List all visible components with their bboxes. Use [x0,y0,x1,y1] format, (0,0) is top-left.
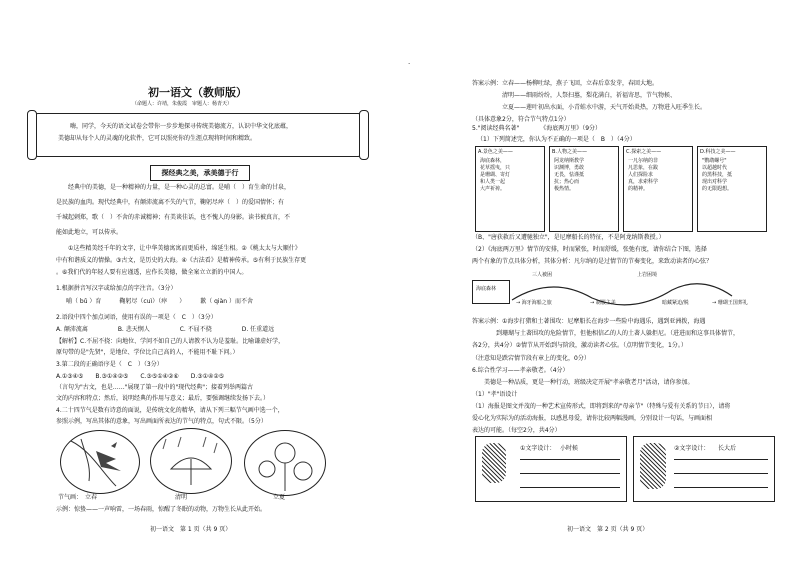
answer-line: 答案示例：立春——杨柳吐绿，燕子飞回，立春后草发芽，春回大地。 [472,80,659,87]
q5-explanation: （B、"唐获救后又遭驰独立"，是尼摩船长的特征，不是阿龙纳斯教授。） [472,234,665,241]
question-5: 5."阅读经典名著" 《海底两万里》（9分） [472,125,602,132]
question-2-options: A. 颠沛流离 B. 悲天悯人 C. 不屈不挠 D. 任重道远 [56,326,275,333]
q6-line: （1）海报是图文并茂的一种艺术宣传形式，即将到来的"母亲节"（特殊与爱有关系的节日），请将 [472,403,731,410]
question-3-options: A.①③④⑤ B.③①④②⑤ C.③⑤①④②⑥ D.③①④②⑤ [56,373,225,380]
q5-explanation: （2）《海底两万里》情节的安排，时而紧张，时而舒缓，张弛有度，请你结合下图，选择 [472,246,707,253]
caption-qingming: 清明 [175,494,188,501]
question-1-row: 哺（ bǔ ）育 鞠躬尽（cuì）（瘁 ） 歉（ qiàn ）而不舍 [66,298,253,305]
card-line: 的精神。 [628,186,649,192]
card-line: 的无限遐想。 [702,186,733,192]
writing-line [674,487,768,488]
sub-passage-line: ①这些精美经千年的文字，让中华美德寓寓而更质朴，绵延生相。②《桃太太与大顺什》 [56,245,301,252]
question-6: 6.综合性学习——孝亲敬老。（4分） [472,367,569,374]
writing-line [674,459,768,460]
text-design-label-2: ②文字设计： [674,445,710,452]
comic-panel-childhood [475,436,627,502]
card-line: 真，求索科学 [628,179,659,185]
intro-line-2: 美德却从每个人的灵魂的化软件，它可以照亮你的生涯点现将时间和精致。 [58,135,257,142]
card-line: 识渊博，勇敢 [554,165,585,171]
diagram-label: 上岩困境 [637,272,658,278]
card-line: A.景色之美—— [478,149,513,155]
option-card-b [549,146,619,232]
text-design-answer-1: 小时候 [560,445,579,452]
answer-example: 答案示例：①海步打猎和土著围攻：尼摩船长在海步一些险中海遇乐，遇到亚洲拨，海遇 [472,318,706,325]
question-4: 参照示例，写出其体的意象，写出画面所表达的节气的特点，句式不限。（5分） [56,418,267,425]
stray-mark: . [408,58,411,66]
question-1: 1.根据拼音写汉字或给加点的字注音。（3分） [56,285,177,292]
question-4: 4.二十四节气是数有诗意的面说，是传统文化的精华，请从下列三幅节气画中选一个， [56,407,284,414]
card-line: 极热情。 [554,186,575,192]
writing-line [520,473,620,474]
example-line: 示例：惊蛰——一声响雷，一场春雨，惊醒了冬眠的动物，万物生长从此开始。 [56,506,267,513]
comic-panel-adulthood [633,436,775,502]
section-title: 探经典之美，承美德于行 [150,165,250,181]
answer-line: 清明——细雨纷纷，人祭扫墓，梨花满白，祈福寄思，节气物候、 [472,92,677,99]
diagram-label: 海底森林 [476,286,497,292]
card-line: 的黑科技，抵 [702,172,733,178]
card-line: 阿龙纳斯教学 [554,158,585,164]
intro-line-1: 嗨，同学，今天的语文试卷会带你一步步地探寻传统美德流方，认识中华文化底蕴， [58,123,293,130]
exam-title: 初一语文（教师版） [148,86,247,99]
card-line: 一凡尔纳的非 [628,158,659,164]
rain-umbrella-icon [151,429,231,493]
page-footer: 初一语文 第 2 页（共 9 页） [567,526,649,533]
passage-line: 经典中的美德，是一种精神的力量，是一种心灵的总富。是哺（ ）育生命的甘泉， [56,184,291,191]
lotus-icon [245,431,325,495]
lixia-painting [244,430,326,496]
writing-line [520,487,620,488]
caption-lixia: 立夏 [273,494,286,501]
mother-child-illustration [482,443,506,483]
answer-example: 到珊瑚与土著围攻的危险情节，但他相信乙的人的土著人躲拒尼。（进进而和这事具体情节， [472,330,740,337]
q6-line: 表达的可能。（每空2分，共4分） [472,427,561,434]
question-5-1: （1）下列简述完，你认为不正确的一项是（ B ）（4分） [477,136,636,143]
option-card-d [697,146,767,232]
question-2: 2.语段中四个加点词语，使用有误的一项是（ C ）（3分） [56,314,217,321]
question-3: 3.第二段的正确语序是（ C ）（3分） [56,361,163,368]
writing-line [520,459,620,460]
question-3-explanation: 文的内容和特点；然后，说明经典的作用与意义；最后，要强调继续发扬下去。） [56,395,270,402]
card-line: 人们探险求 [628,172,654,178]
passage-line: 能如此地立，可以传承。 [56,229,123,236]
passage-line: 千城起刺郑，歌（ ）不舍的赤诚精神；有美谈佳话，也不愧人的身影。读书被真言，不 [56,214,291,221]
question-2-explanation: 【解析】C.不屈不挠：向地位、学问不如自己的人请教不认为是羞耻。比喻谦虚好学， [56,338,285,345]
card-line: 现出对科学 [702,179,728,185]
sub-passage-line: 中有和谐质义的情操。③古文，是历史的大海。④《古法看》是精神传承。⑤有利于民族生存更 [56,257,307,264]
diagram-label: 暗藏紧迫/脱 [662,300,689,306]
card-line: 海底森林， [480,158,506,164]
q5-explanation: 两个有象的节点具体分析，其体分析：凡尔纳的是过情节的节奏变化，来致动读者的心弦？ [472,258,713,265]
page-2 [397,0,794,562]
page-footer: 初一语文 第 1 页（共 9 页） [150,526,232,533]
card-line: D.科技之美—— [700,149,736,155]
writing-line [674,473,768,474]
diagram-label: 三人被困 [532,272,553,278]
setters-line: （命题人：许靖，朱俊霞 审题人：杨青天） [132,101,233,107]
adult-elder-illustration [640,443,666,489]
card-line: "鹦鹉螺号" [702,158,727,164]
question-2-explanation: 原句带的是"先贤"，是地位、学位比自己高的人，不能用不耻下问。） [56,349,239,356]
q6-line: 爱心化为实际为的活动海报，以感恩母爱，请你比较两幅漫画，分别设计一句话，与画面相 [472,415,713,422]
card-line: C.探索之美—— [626,149,662,155]
diagram-label: → 海牙海船之旅 [516,300,552,306]
option-card-a [475,146,545,232]
caption-lichun: 节气画： 立春 [58,494,98,501]
diagram-label: → 制服主美 [590,300,616,306]
scoring-note: （注意知是跌宕情节段有章上的变化，0分） [472,355,590,362]
plot-rhythm-diagram [472,270,772,312]
card-line: 抗；热心而 [554,179,580,185]
swallow-willow-icon [61,431,139,493]
card-line: 凡思象，在跋 [628,165,659,171]
card-line: 花草摇曳，只 [480,165,511,171]
sub-passage-line: 。⑥我们代的年轻人要有应谨透，应作长美德，做全案立立新的中国人。 [56,269,248,276]
card-line: 大声祈祷。 [480,186,506,192]
answer-example: 各2分，共4分）②情节从开始到与阶段，激动读者心弦。（点明情节变化，1分。） [472,342,687,349]
card-line: 和人类一起 [480,179,506,185]
answer-line: （具体意象2分，符合节气特点1分） [472,116,570,123]
question-3-explanation: （言句为"古文，也是……"展现了第一段中的"现代经典"；接着列举两篇古 [56,384,254,391]
passage-line: 是民族的血肉。现代经典中，有颠沛流离不失的气节，鞠躬尽瘁（ ）的爱国情怀；有 [56,199,285,206]
lichun-painting [60,430,140,494]
qingming-painting [150,428,232,494]
text-design-label-1: ①文字设计： [520,445,556,452]
q6-line: （1）"孝"语设计 [472,391,518,398]
diagram-label: → 珊瑚王国葬礼 [712,300,748,306]
card-line: 无畏，怯谨抵 [554,172,585,178]
card-line: 以超越时代 [702,165,728,171]
card-line: B.人物之美—— [552,149,588,155]
text-design-answer-2: 长大后 [718,445,737,452]
answer-line: 立夏——莲叶初出水面，小青蛙水中游，天气开始炎热，万物进入旺季生长。 [472,104,707,111]
q6-line: 美德是一种品质，更是一种行动，班级决定开展"孝亲敬老月"活动，请你参加。 [472,379,694,386]
card-line: 是珊瑚、寄灯 [480,172,511,178]
option-card-c [623,146,693,232]
